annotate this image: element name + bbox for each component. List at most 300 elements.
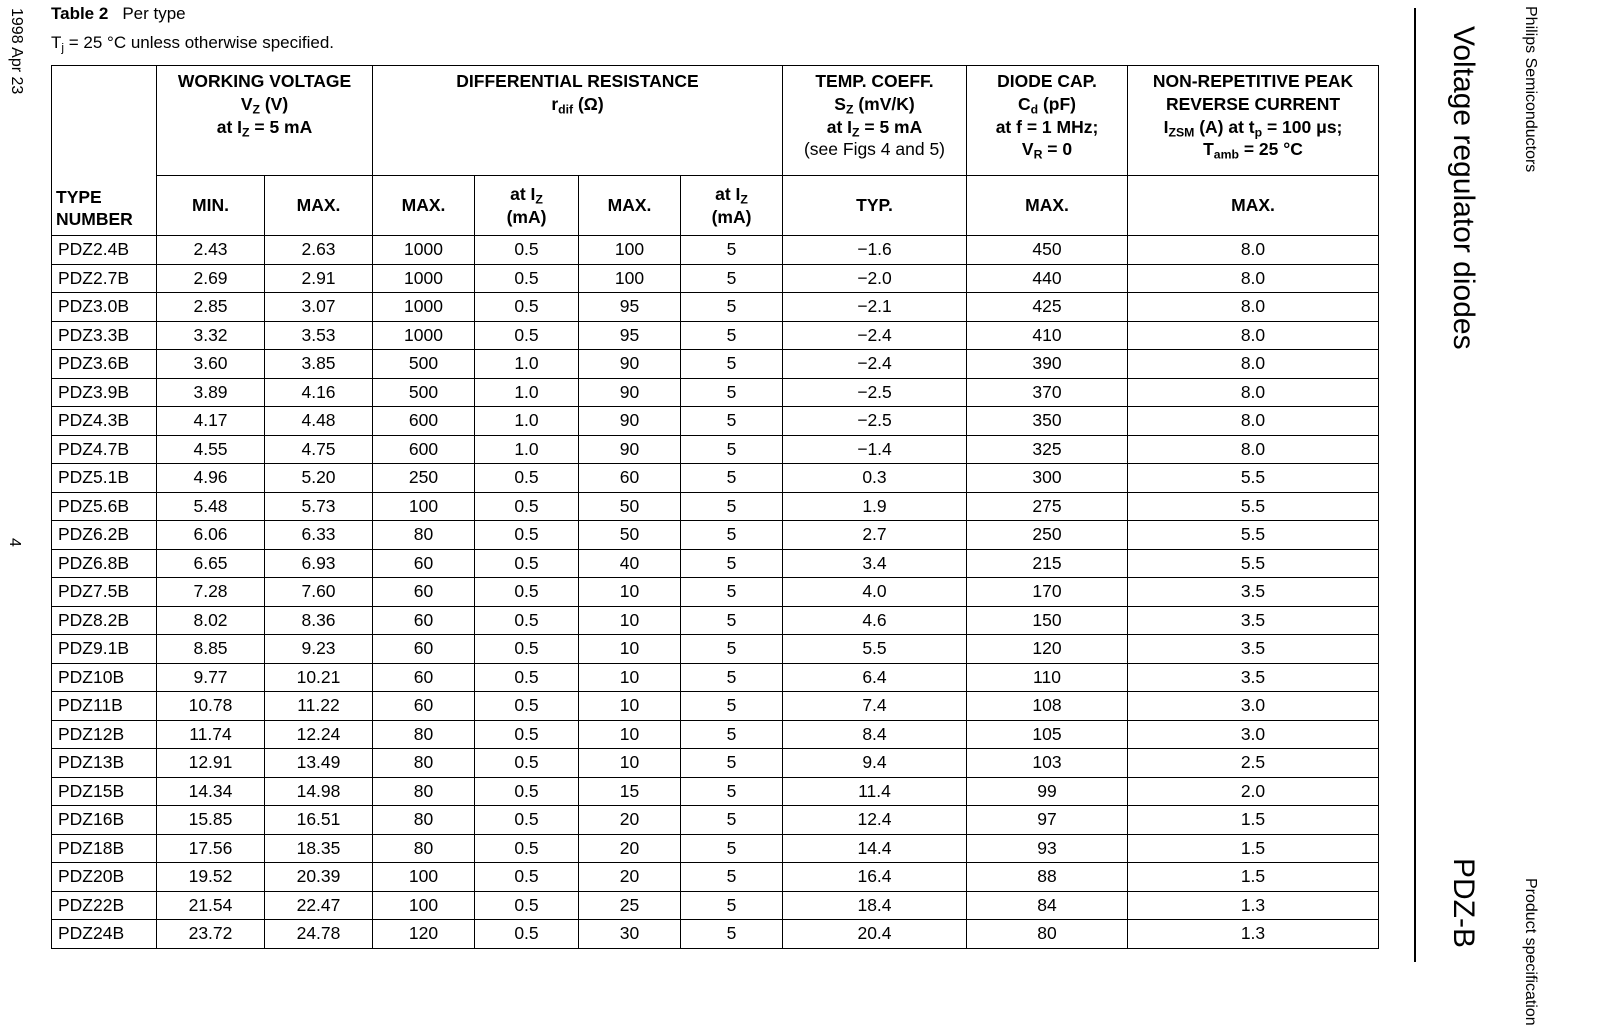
cell-iz2: 5: [681, 350, 783, 379]
table-row: [52, 777, 1379, 806]
cell-sz_typ: 16.4: [783, 863, 967, 892]
cell-rdif_max1: 500: [373, 350, 475, 379]
cell-rdif_max2: 95: [579, 293, 681, 322]
cell-cd_max: 97: [967, 806, 1128, 835]
table-caption: [51, 4, 186, 24]
cell-cd_max: 120: [967, 635, 1128, 664]
cell-rdif_max2: 10: [579, 606, 681, 635]
cell-izsm_max: 5.5: [1128, 549, 1379, 578]
cell-rdif_max1: 1000: [373, 293, 475, 322]
header-working-voltage: WORKING VOLTAGE $V_Z$ (V) at $I_Z = 5$ mA: [157, 66, 373, 176]
cell-sz_typ: 0.3: [783, 464, 967, 493]
cell-type: PDZ11B: [52, 692, 157, 721]
cell-cd_max: 370: [967, 378, 1128, 407]
cell-iz2: 5: [681, 492, 783, 521]
cell-vz_min: 8.85: [157, 635, 265, 664]
table-row: [52, 321, 1379, 350]
cell-rdif_max2: 20: [579, 863, 681, 892]
cell-rdif_max1: 250: [373, 464, 475, 493]
cell-vz_max: 5.73: [265, 492, 373, 521]
cell-type: PDZ15B: [52, 777, 157, 806]
cell-rdif_max1: 600: [373, 435, 475, 464]
cell-vz_min: 7.28: [157, 578, 265, 607]
cell-type: PDZ4.7B: [52, 435, 157, 464]
cell-cd_max: 105: [967, 720, 1128, 749]
cell-type: PDZ22B: [52, 891, 157, 920]
cell-iz1: 0.5: [475, 749, 579, 778]
cell-iz1: 1.0: [475, 350, 579, 379]
cell-iz2: 5: [681, 834, 783, 863]
subheader-cd-max: MAX.: [967, 176, 1128, 236]
cell-vz_min: 2.43: [157, 236, 265, 265]
cell-type: PDZ4.3B: [52, 407, 157, 436]
cell-rdif_max1: 600: [373, 407, 475, 436]
cell-type: PDZ13B: [52, 749, 157, 778]
cell-rdif_max1: 60: [373, 549, 475, 578]
cell-vz_max: 3.53: [265, 321, 373, 350]
cell-iz2: 5: [681, 435, 783, 464]
cell-iz1: 0.5: [475, 834, 579, 863]
cell-sz_typ: 4.6: [783, 606, 967, 635]
cell-iz2: 5: [681, 407, 783, 436]
table-body: [52, 236, 1379, 949]
cell-rdif_max1: 100: [373, 863, 475, 892]
cell-sz_typ: 1.9: [783, 492, 967, 521]
cell-vz_max: 4.75: [265, 435, 373, 464]
cell-iz2: 5: [681, 777, 783, 806]
cell-cd_max: 275: [967, 492, 1128, 521]
table-row: [52, 863, 1379, 892]
table-row: [52, 407, 1379, 436]
cell-izsm_max: 8.0: [1128, 264, 1379, 293]
subheader-vz-max: MAX.: [265, 176, 373, 236]
table-row: [52, 834, 1379, 863]
cell-iz1: 0.5: [475, 264, 579, 293]
cell-vz_min: 3.89: [157, 378, 265, 407]
cell-vz_max: 6.93: [265, 549, 373, 578]
cell-rdif_max1: 1000: [373, 236, 475, 265]
subheader-sz-typ: TYP.: [783, 176, 967, 236]
table-row: [52, 635, 1379, 664]
cell-rdif_max2: 15: [579, 777, 681, 806]
cell-rdif_max2: 90: [579, 378, 681, 407]
cell-izsm_max: 1.5: [1128, 806, 1379, 835]
cell-cd_max: 88: [967, 863, 1128, 892]
cell-sz_typ: 11.4: [783, 777, 967, 806]
cell-type: PDZ3.9B: [52, 378, 157, 407]
cell-cd_max: 425: [967, 293, 1128, 322]
cell-type: PDZ18B: [52, 834, 157, 863]
cell-iz2: 5: [681, 891, 783, 920]
cell-vz_max: 24.78: [265, 920, 373, 949]
cell-vz_max: 5.20: [265, 464, 373, 493]
cell-sz_typ: −2.0: [783, 264, 967, 293]
cell-iz1: 0.5: [475, 321, 579, 350]
cell-rdif_max2: 10: [579, 692, 681, 721]
cell-cd_max: 215: [967, 549, 1128, 578]
cell-type: PDZ6.2B: [52, 521, 157, 550]
cell-cd_max: 450: [967, 236, 1128, 265]
cell-vz_min: 15.85: [157, 806, 265, 835]
cell-sz_typ: 18.4: [783, 891, 967, 920]
cell-izsm_max: 3.5: [1128, 635, 1379, 664]
table-row: [52, 264, 1379, 293]
page-number: 4: [6, 538, 23, 547]
cell-rdif_max2: 100: [579, 236, 681, 265]
cell-vz_min: 23.72: [157, 920, 265, 949]
table-title: Per type: [122, 4, 186, 23]
table-row: [52, 606, 1379, 635]
document-title: Voltage regulator diodes: [1447, 26, 1480, 350]
cell-rdif_max1: 100: [373, 492, 475, 521]
cell-type: PDZ8.2B: [52, 606, 157, 635]
cell-iz1: 1.0: [475, 378, 579, 407]
cell-type: PDZ7.5B: [52, 578, 157, 607]
cell-rdif_max2: 95: [579, 321, 681, 350]
cell-rdif_max1: 80: [373, 521, 475, 550]
cell-iz1: 0.5: [475, 891, 579, 920]
cell-cd_max: 440: [967, 264, 1128, 293]
cell-vz_max: 12.24: [265, 720, 373, 749]
cell-type: PDZ20B: [52, 863, 157, 892]
header-diode-cap: DIODE CAP. $C_d$ (pF) at f = 1 MHz; $V_R = 0$: [967, 66, 1128, 176]
cell-iz2: 5: [681, 293, 783, 322]
cell-sz_typ: 6.4: [783, 663, 967, 692]
cell-iz2: 5: [681, 378, 783, 407]
cell-iz1: 0.5: [475, 806, 579, 835]
cell-izsm_max: 8.0: [1128, 350, 1379, 379]
subheader-izsm-max: MAX.: [1128, 176, 1379, 236]
cell-rdif_max2: 10: [579, 635, 681, 664]
cell-cd_max: 250: [967, 521, 1128, 550]
cell-vz_min: 2.69: [157, 264, 265, 293]
cell-vz_max: 10.21: [265, 663, 373, 692]
cell-iz2: 5: [681, 920, 783, 949]
cell-rdif_max2: 90: [579, 350, 681, 379]
cell-sz_typ: 2.7: [783, 521, 967, 550]
cell-type: PDZ24B: [52, 920, 157, 949]
cell-type: PDZ12B: [52, 720, 157, 749]
cell-vz_max: 2.63: [265, 236, 373, 265]
cell-vz_min: 11.74: [157, 720, 265, 749]
cell-rdif_max2: 100: [579, 264, 681, 293]
cell-iz2: 5: [681, 692, 783, 721]
cell-iz1: 1.0: [475, 435, 579, 464]
cell-iz2: 5: [681, 549, 783, 578]
cell-cd_max: 110: [967, 663, 1128, 692]
cell-type: PDZ2.4B: [52, 236, 157, 265]
cell-vz_max: 20.39: [265, 863, 373, 892]
document-date: 1998 Apr 23: [8, 8, 25, 95]
cell-cd_max: 150: [967, 606, 1128, 635]
cell-sz_typ: −2.4: [783, 350, 967, 379]
cell-iz2: 5: [681, 806, 783, 835]
cell-vz_max: 3.85: [265, 350, 373, 379]
cell-iz1: 0.5: [475, 720, 579, 749]
cell-vz_max: 9.23: [265, 635, 373, 664]
cell-rdif_max2: 20: [579, 806, 681, 835]
cell-cd_max: 410: [967, 321, 1128, 350]
cell-iz2: 5: [681, 635, 783, 664]
cell-type: PDZ3.0B: [52, 293, 157, 322]
cell-iz1: 0.5: [475, 464, 579, 493]
cell-cd_max: 325: [967, 435, 1128, 464]
cell-rdif_max1: 80: [373, 806, 475, 835]
cell-vz_max: 3.07: [265, 293, 373, 322]
cell-iz2: 5: [681, 863, 783, 892]
cell-cd_max: 103: [967, 749, 1128, 778]
table-row: [52, 521, 1379, 550]
cell-sz_typ: 20.4: [783, 920, 967, 949]
cell-sz_typ: 4.0: [783, 578, 967, 607]
cell-sz_typ: 14.4: [783, 834, 967, 863]
cell-vz_min: 2.85: [157, 293, 265, 322]
cell-sz_typ: −2.4: [783, 321, 967, 350]
cell-izsm_max: 8.0: [1128, 293, 1379, 322]
cell-rdif_max2: 10: [579, 663, 681, 692]
cell-rdif_max1: 1000: [373, 321, 475, 350]
cell-izsm_max: 8.0: [1128, 236, 1379, 265]
table-row: [52, 720, 1379, 749]
spec-status: Product specification: [1522, 878, 1539, 1026]
cell-sz_typ: −2.5: [783, 407, 967, 436]
cell-cd_max: 80: [967, 920, 1128, 949]
table-row: [52, 378, 1379, 407]
table-row: [52, 891, 1379, 920]
cell-rdif_max1: 120: [373, 920, 475, 949]
cell-iz1: 0.5: [475, 635, 579, 664]
table-row: [52, 749, 1379, 778]
cell-vz_min: 4.17: [157, 407, 265, 436]
page-divider: [1414, 8, 1416, 962]
cell-vz_min: 6.06: [157, 521, 265, 550]
cell-cd_max: 84: [967, 891, 1128, 920]
cell-iz1: 0.5: [475, 777, 579, 806]
cell-izsm_max: 8.0: [1128, 321, 1379, 350]
cell-type: PDZ16B: [52, 806, 157, 835]
cell-iz2: 5: [681, 720, 783, 749]
cell-type: PDZ2.7B: [52, 264, 157, 293]
cell-izsm_max: 1.5: [1128, 863, 1379, 892]
cell-type: PDZ5.6B: [52, 492, 157, 521]
cell-izsm_max: 8.0: [1128, 407, 1379, 436]
subheader-rdif-max-2: MAX.: [579, 176, 681, 236]
cell-izsm_max: 5.5: [1128, 492, 1379, 521]
cell-cd_max: 300: [967, 464, 1128, 493]
cell-vz_min: 3.60: [157, 350, 265, 379]
cell-rdif_max2: 10: [579, 578, 681, 607]
cell-sz_typ: 5.5: [783, 635, 967, 664]
cell-izsm_max: 8.0: [1128, 378, 1379, 407]
cell-vz_max: 11.22: [265, 692, 373, 721]
cell-sz_typ: 7.4: [783, 692, 967, 721]
cell-sz_typ: −2.5: [783, 378, 967, 407]
cell-izsm_max: 5.5: [1128, 464, 1379, 493]
cell-izsm_max: 1.3: [1128, 920, 1379, 949]
table-row: [52, 350, 1379, 379]
cell-izsm_max: 5.5: [1128, 521, 1379, 550]
cell-vz_max: 2.91: [265, 264, 373, 293]
cell-vz_max: 13.49: [265, 749, 373, 778]
cell-iz1: 0.5: [475, 920, 579, 949]
per-type-table: [51, 65, 1379, 949]
cell-sz_typ: −1.6: [783, 236, 967, 265]
cell-vz_max: 4.16: [265, 378, 373, 407]
cell-iz1: 0.5: [475, 521, 579, 550]
cell-type: PDZ3.6B: [52, 350, 157, 379]
cell-rdif_max1: 60: [373, 606, 475, 635]
cell-vz_max: 7.60: [265, 578, 373, 607]
cell-rdif_max2: 90: [579, 435, 681, 464]
cell-iz2: 5: [681, 749, 783, 778]
table-row: [52, 692, 1379, 721]
cell-vz_max: 14.98: [265, 777, 373, 806]
header-temp-coeff: TEMP. COEFF. $S_Z$ (mV/K) at $I_Z = 5$ mA (see Figs 4 and 5): [783, 66, 967, 176]
header-peak-reverse-current: NON-REPETITIVE PEAK REVERSE CURRENT $I_{ZSM}$ (A) at $t_p = 100$ μs; $T_{amb} = 25$ °C: [1128, 66, 1379, 176]
cell-vz_max: 6.33: [265, 521, 373, 550]
cell-type: PDZ5.1B: [52, 464, 157, 493]
cell-izsm_max: 2.5: [1128, 749, 1379, 778]
header-type-number: TYPE NUMBER: [52, 66, 157, 236]
cell-iz1: 0.5: [475, 549, 579, 578]
cell-iz1: 0.5: [475, 692, 579, 721]
cell-rdif_max1: 1000: [373, 264, 475, 293]
cell-rdif_max1: 60: [373, 663, 475, 692]
cell-type: PDZ10B: [52, 663, 157, 692]
table-row: [52, 435, 1379, 464]
subheader-vz-min: MIN.: [157, 176, 265, 236]
cell-cd_max: 350: [967, 407, 1128, 436]
cell-cd_max: 170: [967, 578, 1128, 607]
cell-type: PDZ6.8B: [52, 549, 157, 578]
cell-iz2: 5: [681, 236, 783, 265]
cell-iz2: 5: [681, 663, 783, 692]
cell-vz_max: 18.35: [265, 834, 373, 863]
cell-iz1: 0.5: [475, 578, 579, 607]
table-row: [52, 236, 1379, 265]
cell-vz_min: 21.54: [157, 891, 265, 920]
cell-izsm_max: 1.5: [1128, 834, 1379, 863]
cell-izsm_max: 3.5: [1128, 663, 1379, 692]
cell-type: PDZ9.1B: [52, 635, 157, 664]
cell-izsm_max: 3.0: [1128, 692, 1379, 721]
cell-rdif_max2: 40: [579, 549, 681, 578]
cell-iz2: 5: [681, 521, 783, 550]
cell-vz_min: 5.48: [157, 492, 265, 521]
cell-rdif_max1: 60: [373, 692, 475, 721]
subheader-iz-2: at $I_Z$ (mA): [681, 176, 783, 236]
cell-iz1: 0.5: [475, 863, 579, 892]
cell-sz_typ: 12.4: [783, 806, 967, 835]
cell-type: PDZ3.3B: [52, 321, 157, 350]
table-row: [52, 806, 1379, 835]
cell-sz_typ: 9.4: [783, 749, 967, 778]
cell-izsm_max: 2.0: [1128, 777, 1379, 806]
cell-iz1: 0.5: [475, 293, 579, 322]
cell-izsm_max: 3.5: [1128, 578, 1379, 607]
table-row: [52, 492, 1379, 521]
cell-rdif_max2: 90: [579, 407, 681, 436]
cell-iz2: 5: [681, 578, 783, 607]
cell-rdif_max1: 500: [373, 378, 475, 407]
cell-rdif_max2: 25: [579, 891, 681, 920]
cell-rdif_max2: 30: [579, 920, 681, 949]
cell-cd_max: 99: [967, 777, 1128, 806]
cell-iz1: 0.5: [475, 492, 579, 521]
table-row: [52, 549, 1379, 578]
cell-vz_min: 17.56: [157, 834, 265, 863]
header-differential-resistance: DIFFERENTIAL RESISTANCE $r_{dif}$ (Ω): [373, 66, 783, 176]
cell-rdif_max2: 50: [579, 521, 681, 550]
cell-iz1: 0.5: [475, 606, 579, 635]
table-row: [52, 920, 1379, 949]
cell-vz_min: 12.91: [157, 749, 265, 778]
table-row: [52, 464, 1379, 493]
cell-iz2: 5: [681, 464, 783, 493]
cell-izsm_max: 1.3: [1128, 891, 1379, 920]
cell-cd_max: 390: [967, 350, 1128, 379]
subheader-iz-1: at $I_Z$ (mA): [475, 176, 579, 236]
cell-iz2: 5: [681, 321, 783, 350]
cell-sz_typ: −1.4: [783, 435, 967, 464]
cell-rdif_max2: 10: [579, 749, 681, 778]
table-row: [52, 578, 1379, 607]
cell-sz_typ: 3.4: [783, 549, 967, 578]
cell-vz_min: 19.52: [157, 863, 265, 892]
part-number: PDZ-B: [1447, 858, 1480, 948]
cell-izsm_max: 8.0: [1128, 435, 1379, 464]
cell-vz_min: 8.02: [157, 606, 265, 635]
cell-iz2: 5: [681, 264, 783, 293]
cell-cd_max: 108: [967, 692, 1128, 721]
cell-sz_typ: 8.4: [783, 720, 967, 749]
cell-rdif_max1: 80: [373, 834, 475, 863]
cell-vz_max: 16.51: [265, 806, 373, 835]
table-row: [52, 663, 1379, 692]
cell-cd_max: 93: [967, 834, 1128, 863]
company-name: Philips Semiconductors: [1522, 6, 1539, 173]
cell-rdif_max2: 60: [579, 464, 681, 493]
cell-vz_min: 3.32: [157, 321, 265, 350]
table-label: Table 2: [51, 4, 109, 23]
cell-sz_typ: −2.1: [783, 293, 967, 322]
cell-rdif_max1: 100: [373, 891, 475, 920]
cell-iz1: 0.5: [475, 663, 579, 692]
cell-rdif_max1: 80: [373, 777, 475, 806]
cell-rdif_max2: 20: [579, 834, 681, 863]
cell-iz1: 0.5: [475, 236, 579, 265]
cell-rdif_max2: 10: [579, 720, 681, 749]
cell-izsm_max: 3.5: [1128, 606, 1379, 635]
cell-rdif_max1: 80: [373, 749, 475, 778]
cell-izsm_max: 3.0: [1128, 720, 1379, 749]
cell-iz2: 5: [681, 606, 783, 635]
cell-iz1: 1.0: [475, 407, 579, 436]
table-row: [52, 293, 1379, 322]
cell-vz_min: 14.34: [157, 777, 265, 806]
cell-vz_min: 6.65: [157, 549, 265, 578]
cell-vz_max: 8.36: [265, 606, 373, 635]
cell-vz_min: 10.78: [157, 692, 265, 721]
cell-rdif_max1: 60: [373, 635, 475, 664]
subheader-rdif-max-1: MAX.: [373, 176, 475, 236]
cell-vz_max: 22.47: [265, 891, 373, 920]
cell-vz_min: 4.96: [157, 464, 265, 493]
cell-rdif_max1: 60: [373, 578, 475, 607]
table-condition: $T_j = 25$ °C unless otherwise specified.: [51, 33, 335, 55]
cell-vz_max: 4.48: [265, 407, 373, 436]
cell-vz_min: 4.55: [157, 435, 265, 464]
